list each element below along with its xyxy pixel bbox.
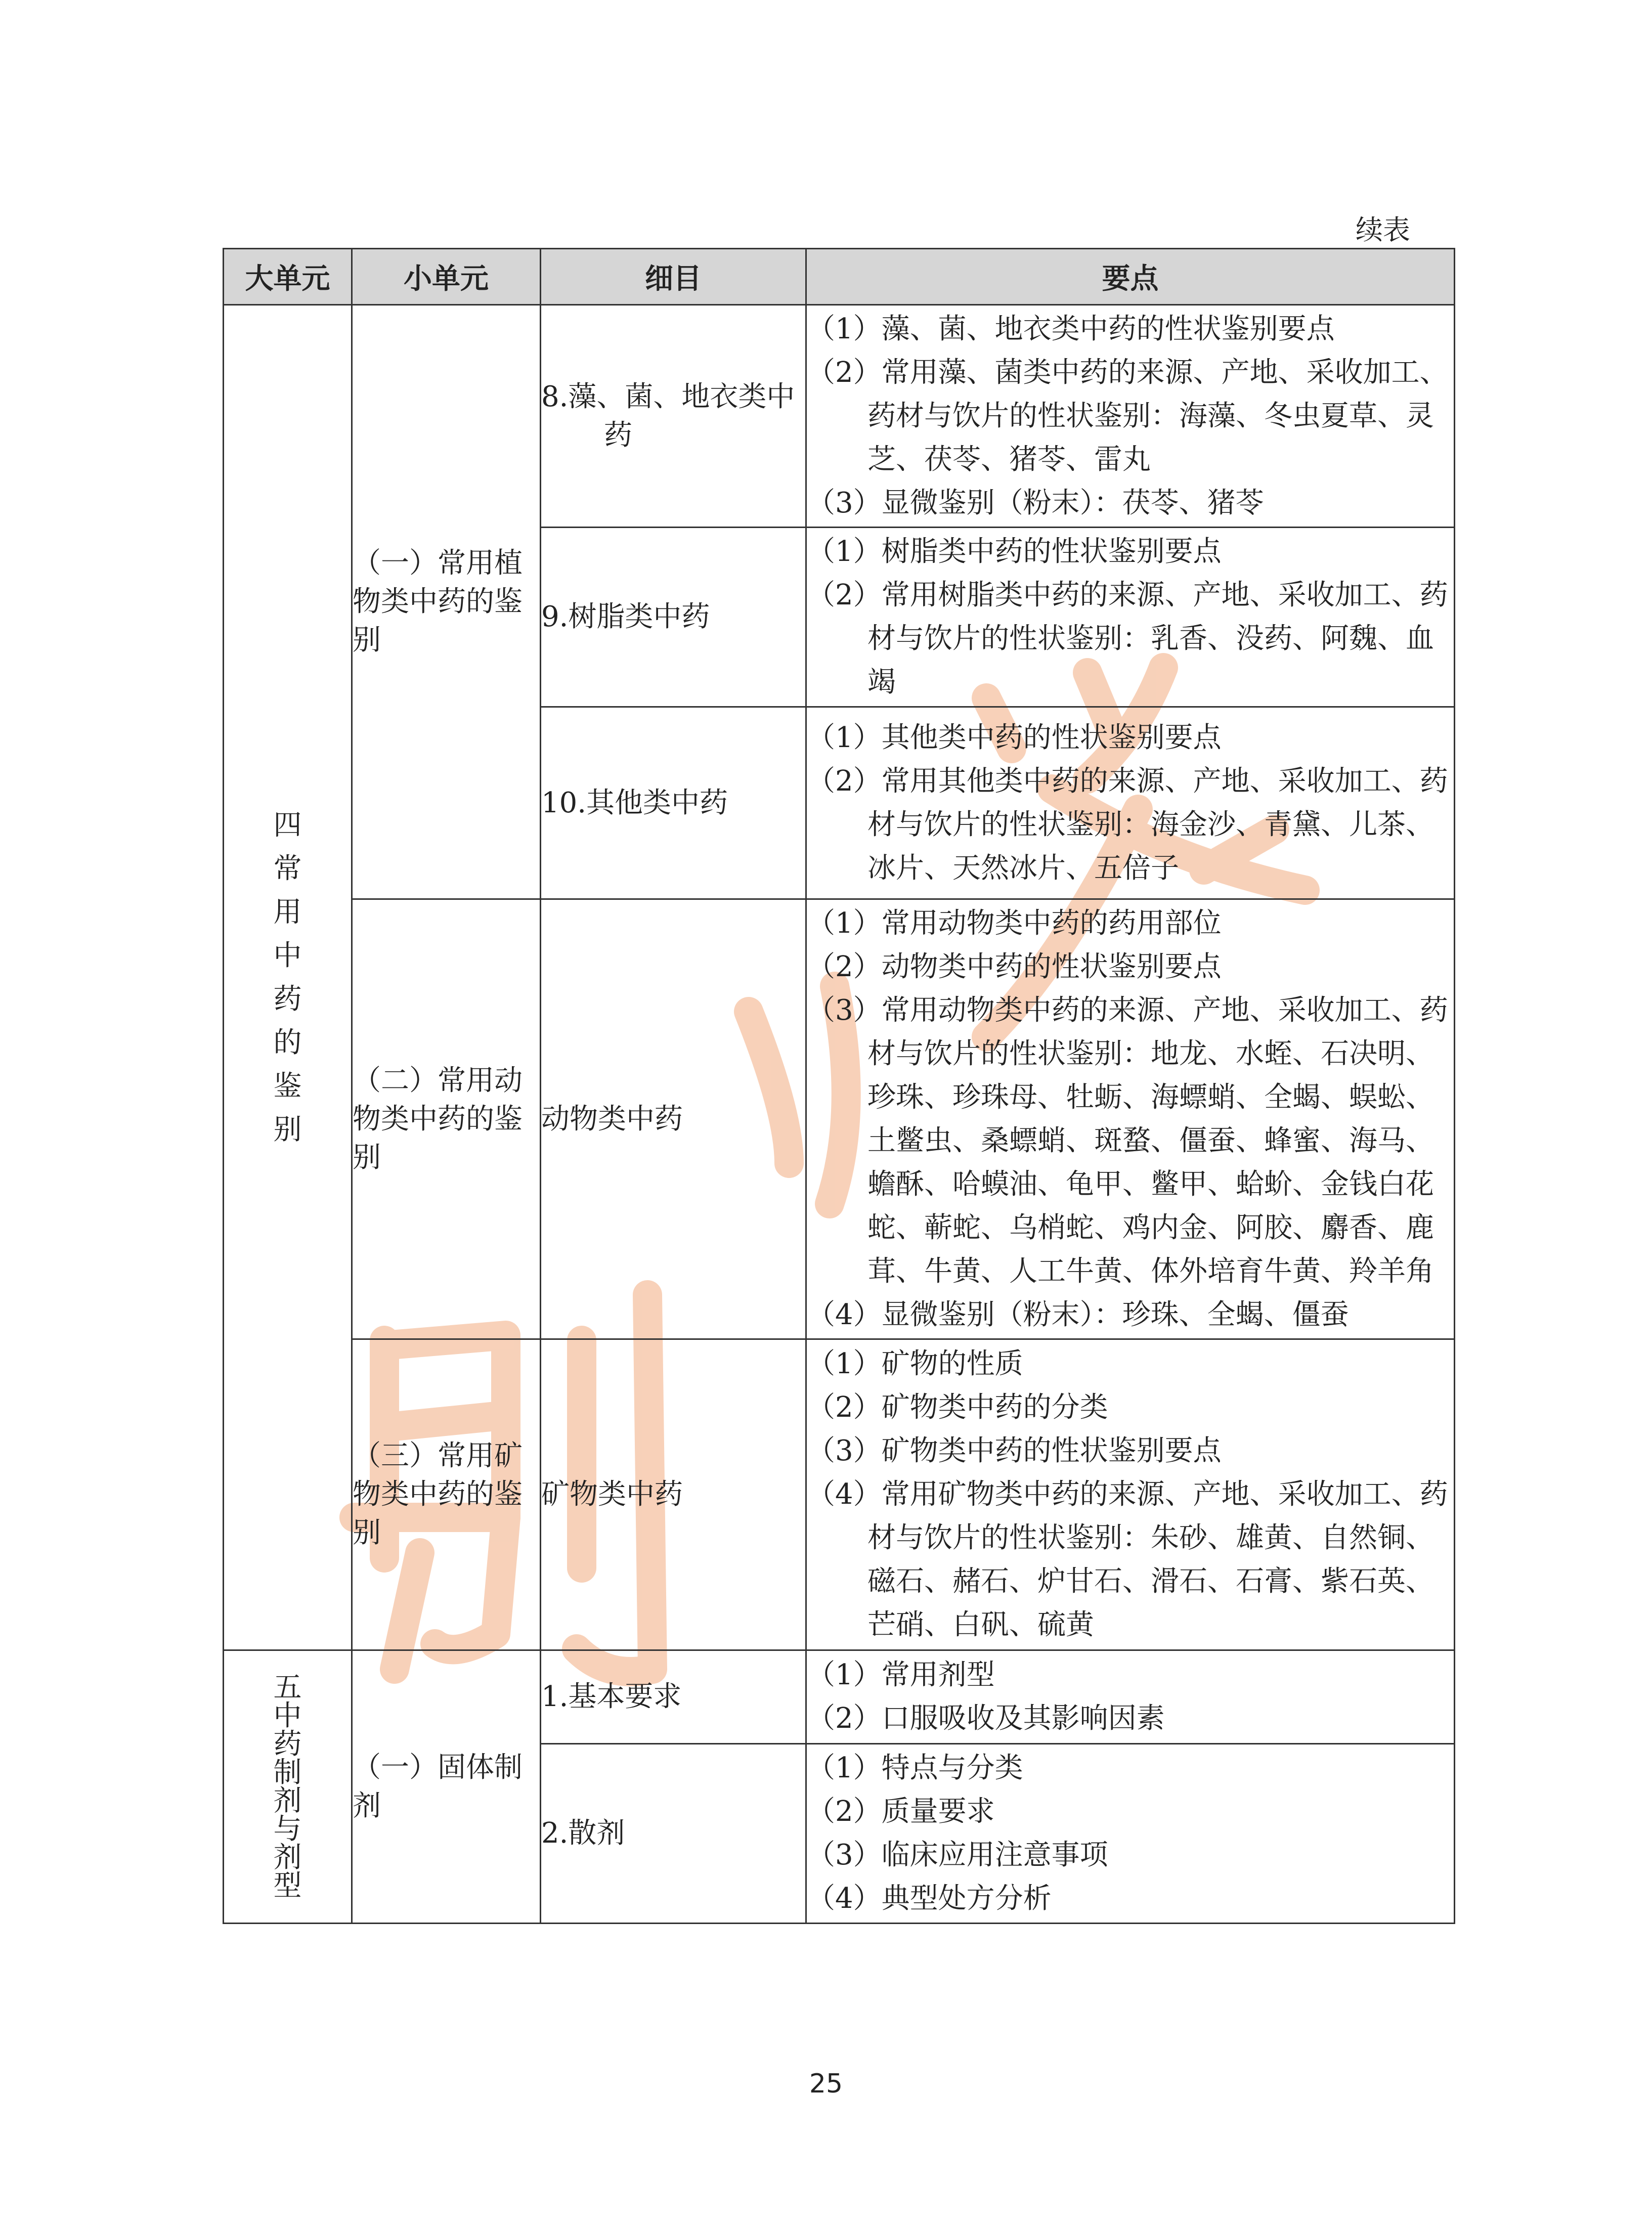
detail-cell <box>541 707 806 899</box>
minor-unit-label: （一）固体制剂 <box>353 1751 523 1822</box>
point-item: （2）矿物类中药的分类 <box>807 1391 1108 1424</box>
point-item: （3）常用动物类中药的来源、产地、采收加工、药材与饮片的性状鉴别：地龙、水蛭、石决明、珍珠、珍珠母、牡蛎、海螵蛸、全蝎、蜈蚣、土鳖虫、桑螵蛸、斑蝥、僵蚕、蜂蜜、海马、蟾酥、哈蟆油、龟甲、鳖甲、蛤蚧、金钱白花蛇、蕲蛇、乌梢蛇、鸡内金、阿胶、麝香、鹿茸、牛黄、人工牛黄、体外培育牛黄、羚羊角 <box>807 993 1448 1288</box>
points-cell <box>806 1744 1455 1924</box>
minor-unit-label: （一）常用植物类中药的鉴别 <box>353 547 523 657</box>
detail-label: 1.基本要求 <box>541 1680 682 1713</box>
detail-cell <box>541 528 806 707</box>
detail-cell <box>541 305 806 528</box>
page-number: 25 <box>809 2069 843 2099</box>
point-item: （2）常用其他类中药的来源、产地、采收加工、药材与饮片的性状鉴别：海金沙、青黛、儿茶、冰片、天然冰片、五倍子 <box>807 764 1448 885</box>
continuation-label: 续表 <box>1356 214 1410 246</box>
minor-unit-cell <box>352 305 541 899</box>
points-cell <box>806 707 1455 899</box>
minor-unit-cell <box>352 899 541 1339</box>
detail-label: 动物类中药 <box>541 1102 683 1136</box>
point-item: （1）矿物的性质 <box>807 1347 1023 1380</box>
point-item: （1）常用动物类中药的药用部位 <box>807 906 1222 940</box>
detail-cell <box>541 1744 806 1924</box>
header-detail: 细目 <box>541 249 806 305</box>
table-row <box>224 305 1455 528</box>
table-row <box>224 1339 1455 1650</box>
points-cell <box>806 899 1455 1339</box>
major-unit-cell <box>224 305 352 1650</box>
detail-cell <box>541 1339 806 1650</box>
header-minor-unit: 小单元 <box>352 249 541 305</box>
minor-unit-label: （三）常用矿物类中药的鉴别 <box>353 1439 523 1549</box>
point-item: （1）其他类中药的性状鉴别要点 <box>807 721 1222 754</box>
point-item: （3）临床应用注意事项 <box>807 1839 1108 1871</box>
header-key-points: 要点 <box>806 249 1455 305</box>
point-item: （2）质量要求 <box>807 1795 995 1828</box>
points-cell <box>806 1339 1455 1650</box>
point-item: （1）特点与分类 <box>807 1752 1023 1784</box>
point-item: （2）口服吸收及其影响因素 <box>807 1702 1165 1735</box>
minor-unit-cell <box>352 1339 541 1650</box>
point-item: （2）常用藻、菌类中药的来源、产地、采收加工、药材与饮片的性状鉴别：海藻、冬虫夏草、灵芝、茯苓、猪苓、雷丸 <box>807 356 1448 476</box>
point-item: （2）常用树脂类中药的来源、产地、采收加工、药材与饮片的性状鉴别：乳香、没药、阿魏、血竭 <box>807 579 1448 699</box>
table-row <box>224 1650 1455 1744</box>
detail-label: 8.藻、菌、地衣类中药 <box>541 380 795 452</box>
point-item: （4）典型处方分析 <box>807 1882 1052 1915</box>
detail-label: 2.散剂 <box>541 1817 625 1850</box>
point-item: （4）常用矿物类中药的来源、产地、采收加工、药材与饮片的性状鉴别：朱砂、雄黄、自然铜、磁石、赭石、炉甘石、滑石、石膏、紫石英、芒硝、白矾、硫黄 <box>807 1478 1448 1641</box>
points-cell <box>806 305 1455 528</box>
point-item: （4）显微鉴别（粉末）：珍珠、全蝎、僵蚕 <box>807 1298 1349 1331</box>
point-item: （3）显微鉴别（粉末）：茯苓、猪苓 <box>807 486 1264 519</box>
points-cell <box>806 528 1455 707</box>
detail-cell <box>541 899 806 1339</box>
point-item: （3）矿物类中药的性状鉴别要点 <box>807 1434 1222 1467</box>
header-row <box>224 249 1455 305</box>
detail-label: 9.树脂类中药 <box>541 600 710 633</box>
header-major-unit: 大单元 <box>224 249 352 305</box>
minor-unit-cell <box>352 1650 541 1924</box>
major-unit-label: 五中药制剂与剂型 <box>273 1671 302 1902</box>
detail-cell <box>541 1650 806 1744</box>
points-cell <box>806 1650 1455 1744</box>
detail-label: 10.其他类中药 <box>541 786 728 819</box>
table-row <box>224 899 1455 1339</box>
point-item: （1）藻、菌、地衣类中药的性状鉴别要点 <box>807 312 1335 345</box>
major-unit-label: 四常用中药的鉴别 <box>273 808 302 1146</box>
point-item: （1）常用剂型 <box>807 1659 995 1691</box>
point-item: （2）动物类中药的性状鉴别要点 <box>807 950 1222 983</box>
point-item: （1）树脂类中药的性状鉴别要点 <box>807 535 1222 568</box>
minor-unit-label: （二）常用动物类中药的鉴别 <box>353 1064 523 1174</box>
detail-label: 矿物类中药 <box>541 1478 683 1511</box>
major-unit-cell <box>224 1650 352 1924</box>
syllabus-table <box>223 248 1455 1924</box>
